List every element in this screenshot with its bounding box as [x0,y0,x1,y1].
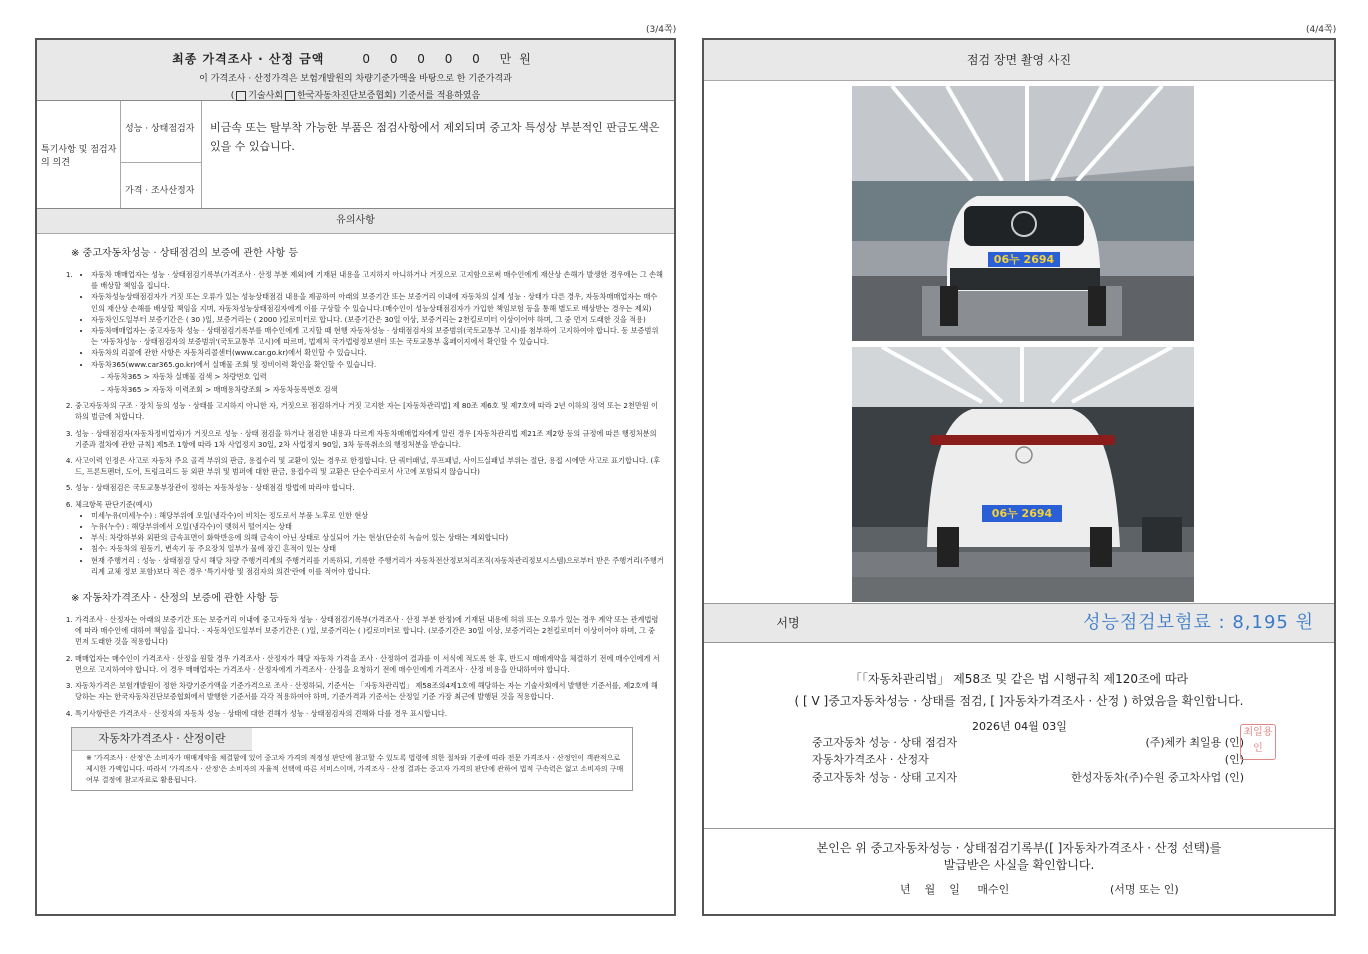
list-item: 1. 가격조사 · 산정자는 아래의 보증기간 또는 보증거리 이내에 중고자동차 성능 · 상태점검기록부(가격조사 · 산정 부분 한정)에 기재된 내용에 허위 또는 오류가 있는 경우 계약 또는 관계법령에 따라 매수인에 대하여 책임을 집니다. · 자동차인도일부터 보증기간은 ( )일, 보증거리는 ( )킬로미터로 합니다. (보증기간은 30일 이상, 보증거리는 2천킬로미터 이상이어야 하며, 그 중 먼저 도래한 것을 적용합니다) [75,614,664,648]
list-item: 5. 성능 · 상태점검은 국토교통부장관이 정하는 자동차성능 · 상태점검 방법에 따라야 합니다. [75,482,664,493]
notice-title: 유의사항 [37,209,674,234]
receipt-line-1: 본인은 위 중고자동차성능 · 상태점검기록부([ ]자동차가격조사 · 산정 선택)를 [816,841,1222,855]
list-item: • 자동차성능상태점검자가 거짓 또는 오류가 있는 성능상태점검 내용을 제공하여 아래의 보증기간 또는 보증거리 이내에 자동차의 실제 성능 · 상태가 다른 경우, 자동차매매업자는 매수인의 재산상 손해를 배상할 책임을 지며, 자동차성능상태점검자에게 이를 구상할 수 있습니다.(매수인이 성능상태점검자가 가입한 책임보험 등을 통해 별도로 배상받는 경우는 제외) [91,291,664,313]
checkbox-engineers-society[interactable] [236,91,246,101]
checkbox-diagnosis-association[interactable] [285,91,295,101]
sub-line: – 자동차365 > 자동차 이력조회 > 매매용차량조회 > 자동차등록번호 검색 [101,385,338,395]
role-label-notifier: 중고자동차 성능 · 상태 고지자 [812,771,957,784]
list-item: 2. 매매업자는 매수인이 가격조사 · 산정을 원할 경우 가격조사 · 산정자가 해당 자동차 가격을 조사 · 산정하여 결과를 이 서식에 적도록 한 후, 반드시 매매계약을 체결하기 전에 매수인에게 서면으로 고지하여야 합니다. 이 경우 매매업자는 가격조사 · 산정자에게 가격조사 · 산정을 요청하기 전에 매수인에게 가격조사 · 산정 비용을 안내하여야 합니다. [75,653,664,675]
list-item: 4. 특기사항란은 가격조사 · 산정자의 자동차 성능 · 상태에 대한 견해가 성능 · 상태점검자의 견해와 다를 경우 표시합니다. [75,708,664,719]
inspection-date: 2026년 04월 03일 [972,720,1067,733]
role-name-notifier: 한성자동차(주)수원 중고차사업 (인) [1071,771,1244,784]
section1-title: ※ 중고자동차성능 · 상태점검의 보증에 관한 사항 등 [71,248,299,259]
list-item: • 자동차365(www.car365.go.kr)에서 실매물 조회 및 정비이력 확인을 확인할 수 있습니다. – 자동차365 > 자동차 실매물 검색 > 차량번호 입력 – 자동차365 > 자동차 이력조회 > 매매용차량조회 > 자동차등록번호 검색 [91,359,664,396]
license-plate-front: 06누 2694 [988,252,1060,267]
list-item: • 1. 자동차 매매업자는 성능 · 상태점검기록부(가격조사 · 산정 부분 제외)에 기재된 내용을 고지하지 아니하거나 거짓으로 고지함으로써 매수인에게 재산상 손해가 발생한 경우에는 그 손해를 배상할 책임을 집니다. [91,269,664,291]
section1-list [37,269,674,577]
left-page [35,38,676,916]
inspection-photo-rear [852,347,1194,602]
list-item [75,269,664,395]
photo-title: 점검 장면 촬영 사진 [704,40,1334,81]
signature-row [704,603,1334,643]
sub-line: – 자동차365 > 자동차 실매물 검색 > 차량번호 입력 [101,371,267,381]
receipt-section [704,828,1334,915]
inspection-photo-front [852,86,1194,341]
confirm-line-2: ( [ V ]중고자동차성능 · 상태를 점검, [ ]자동차가격조사 · 산정 ) 하였음을 확인합니다. [794,694,1244,708]
inspector-seal: 최일용인 [1240,724,1276,760]
signature-label: 서명 [776,616,800,630]
list-item: 4. 사고이력 인정은 사고로 자동차 주요 골격 부위의 판금, 용접수리 및 교환이 있는 경우로 한정합니다. 단 쿼터패널, 루프패널, 사이드실패널 부위는 절단, 용접 시에만 사고로 표기합니다. (후드, 프론트펜더, 도어, 트렁크리드 등 외판 부위 및 범퍼에 대한 판금, 용접수리 및 교환은 단순수리로서 사고에 포함되지 않습니다) [75,455,664,477]
list-item: 3. 성능 · 상태점검자(자동차정비업자)가 거짓으로 성능 · 상태 점검을 하거나 점검한 내용과 다르게 자동차매매업자에게 알린 경우 [자동차관리법 제21조 제2항 등의 규정에 따른 행정처분의 기준과 절차에 관한 규칙] 제5조 1항에 따라 1차 사업정지 30일, 2차 사업정지 90일, 3차 등록취소의 행정처분을 받습니다. [75,428,664,450]
final-price-header [37,40,674,101]
list-item: • 누유(누수) : 해당부위에서 오일(냉각수)이 맺혀서 떨어지는 상태 [91,521,664,532]
opinion-section [37,101,674,209]
list-item: • 자동차인도일부터 보증기간은 ( 30 )일, 보증거리는 ( 2000 )킬로미터로 합니다. (보증기간은 30일 이상, 보증거리는 2천킬로미터 이상이어야 하며, 그 중 먼저 도래한 것을 적용) [91,314,664,325]
section2-list [37,614,674,719]
final-price-title: 최종 가격조사 · 산정 금액 [172,52,325,66]
list-item: 6. 체크항목 판단기준(예시) • 미세누유(미세누수) : 해당부위에 오일(냉각수)이 비치는 정도로서 부품 노후로 인한 현상 • 누유(누수) : 해당부위에서 오일(냉각수)이 맺혀서 떨어지는 상태 • 부식: 차량하부와 외판의 금속표면이 화학반응에 의해 금속이 아닌 상태로 상실되어 가는 현상(단순히 녹슬어 있는 상태는 제외합니다) • 침수: 자동차의 원동기, 변속기 등 주요장치 일부가 물에 잠긴 흔적이 있는 상태 • 현재 주행거리 : 성능 · 상태점검 당시 해당 차량 주행거리계의 주행거리를 기록하되, 기록한 주행거리가 자동차전산정보처리조직(자동차관리정보시스템)으로부터 받은 주행거리(주행거리계 교체 정보 포함)보다 적은 경우 '특기사항 및 점검자의 의견'란에 이를 적어야 합니다. [75,499,664,577]
list-item: • 침수: 자동차의 원동기, 변속기 등 주요장치 일부가 물에 잠긴 흔적이 있는 상태 [91,543,664,554]
list-item: • 부식: 차량하부와 외판의 금속표면이 화학반응에 의해 금속이 아닌 상태로 상실되어 가는 현상(단순히 녹슬어 있는 상태는 제외합니다) [91,532,664,543]
list-item: • 현재 주행거리 : 성능 · 상태점검 당시 해당 차량 주행거리계의 주행거리를 기록하되, 기록한 주행거리가 자동차전산정보처리조직(자동차관리정보시스템)으로부터 받은 주행거리(주행거리계 교체 정보 포함)보다 적은 경우 '특기사항 및 점검자의 의견'란에 이를 적어야 합니다. [91,555,664,577]
box-title: 자동차가격조사 · 산정이란 [72,728,252,751]
list-item: 3. 자동차가격은 보험개발원이 정한 차량기준가액을 기준가격으로 조사 · 산정하되, 기준서는 「자동차관리법」 제58조의4제1호에 해당하는 자는 기술사회에서 발행한 기준서를, 제2호에 해당하는 자는 한국자동차진단보증협회에서 발행한 기준서를 각각 적용하여야 하며, 기준가격과 기준서는 산정일 기준 가장 최근에 발행된 것을 적용합니다. [75,680,664,702]
appraiser-label: 가격 · 조사산정자 [125,186,195,196]
final-price-amount: 0 0 0 0 0 만원 [362,52,539,66]
page-number-right: (4/4쪽) [1306,25,1337,35]
opinion-label: 특기사항 및 점검자의 의견 [37,101,121,208]
role-name-inspector: (주)체카 최일용 (인) [1145,736,1244,749]
page-number-left: (3/4쪽) [646,25,677,35]
confirm-line-1: 「「자동차관리법」 제58조 및 같은 법 시행규칙 제120조에 따라 [849,672,1189,686]
section2-title: ※ 자동차가격조사 · 산정의 보증에 관한 사항 등 [71,593,279,605]
right-page [702,38,1336,916]
role-label-inspector: 중고자동차 성능 · 상태 점검자 [812,736,957,749]
list-item: • 미세누유(미세누수) : 해당부위에 오일(냉각수)이 비치는 정도로서 부품 노후로 인한 현상 [91,510,664,521]
receipt-line-2: 발급받은 사실을 확인합니다. [943,858,1095,872]
box-text: ※ '가격조사 · 산정'은 소비자가 매매계약을 체결함에 있어 중고차 가격의 적정성 판단에 참고할 수 있도록 법령에 의한 절차와 기준에 따라 전문 가격조사 · 산정인이 객관적으로 제시한 가액입니다. 따라서 '가격조사 · 산정'은 소비자의 자율적 선택에 따른 서비스이며, 가격조사 · 산정 결과는 중고자 가격의 판단에 관하여 법적 구속력은 없고 소비자의 구매여부 결정에 참고자료로 활용됩니다. [86,753,624,784]
role-name-appraiser: (인) [1224,753,1244,766]
price-standard-line: ( 기술사회 한국자동차진단보증협회) 기준서를 적용하였음 [230,91,481,101]
license-plate-rear: 06누 2694 [982,505,1062,522]
list-item: 2. 중고자동차의 구조 · 장치 등의 성능 · 상태를 고지하지 아니한 자, 거짓으로 점검하거나 거짓 고지한 자는 [자동차관리법] 제 80조 제6호 및 제7호에 따라 2년 이하의 징역 또는 2천만원 이하의 벌금에 처합니다. [75,400,664,422]
role-label-appraiser: 자동차가격조사 · 산정자 [812,753,929,766]
sign-or-seal: (서명 또는 인) [1110,883,1179,896]
price-appraisal-box [71,727,633,791]
inspector-label: 성능 · 상태점검자 [121,101,201,163]
inspection-insurance-fee: 성능점검보험료 : 8,195 원 [1083,612,1314,633]
list-item: • 자동차매매업자는 중고자동차 성능 · 상태점검기록부를 매수인에게 고지할 때 현행 자동차성능 · 상태점검자의 보증범위(국토교통부 고시)를 첨부하여 고지하여야 합니다. 동 보증범위는 '자동차성능 · 상태점검자의 보증범위'(국토교통부 고시)에 따르며, 법제처 국가법령정보센터 또는 국토교통부 홈페이지에서 확인할 수 있습니다. [91,325,664,347]
list-item: • 자동차의 리콜에 관한 사항은 자동차리콜센터(www.car.go.kr)에서 확인할 수 있습니다. [91,347,664,358]
buyer-date-line: 년 월 일 매수인 [900,883,1010,896]
inspector-opinion: 비금속 또는 탈부착 가능한 부품은 점검사항에서 제외되며 중고차 특성상 부분적인 판금도색은 있을 수 있습니다. [210,121,660,153]
price-subtitle: 이 가격조사 · 산정가격은 보험개발원의 차량기준가액을 바탕으로 한 기준가격과 [199,74,512,84]
